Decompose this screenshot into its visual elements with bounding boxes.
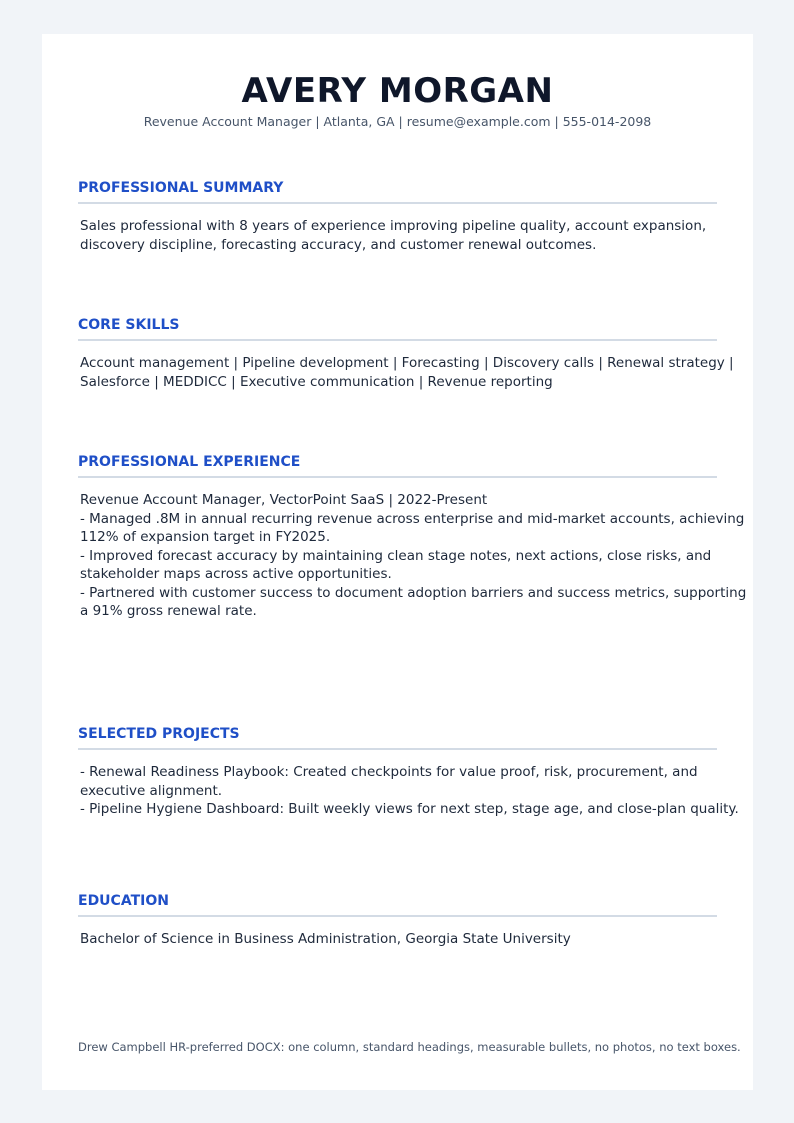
contact-line: Revenue Account Manager | Atlanta, GA | resume@example.com | 555-014-2098 xyxy=(143,114,652,129)
projects-text xyxy=(80,763,739,819)
experience-line: 112% of expansion target in FY2025. xyxy=(80,529,331,545)
skills-text xyxy=(80,354,734,391)
education-line: Bachelor of Science in Business Administration, Georgia State University xyxy=(80,931,571,947)
experience-text xyxy=(80,491,747,621)
education-text xyxy=(80,930,700,949)
skills-line: Salesforce | MEDDICC | Executive communication | Revenue reporting xyxy=(80,373,553,390)
education-heading: EDUCATION xyxy=(78,893,169,909)
projects-heading: SELECTED PROJECTS xyxy=(78,726,240,742)
skills-line: Account management | Pipeline development | Forecasting | Discovery calls | Renewal strategy | xyxy=(80,355,734,371)
footer-note: Drew Campbell HR-preferred DOCX: one column, standard headings, measurable bullets, no photos, no text boxes. xyxy=(78,1040,741,1054)
experience-line: stakeholder maps across active opportunities. xyxy=(80,566,392,582)
summary-divider xyxy=(78,202,717,204)
experience-line: - Partnered with customer success to document adoption barriers and success metrics, supporting xyxy=(80,584,747,601)
education-divider xyxy=(78,915,717,917)
experience-heading: PROFESSIONAL EXPERIENCE xyxy=(78,454,301,470)
projects-line: executive alignment. xyxy=(80,782,223,799)
candidate-name: AVERY MORGAN xyxy=(241,71,554,111)
resume-page xyxy=(42,34,753,1090)
projects-line: - Renewal Readiness Playbook: Created checkpoints for value proof, risk, procurement, and xyxy=(80,764,698,780)
skills-heading: CORE SKILLS xyxy=(78,317,180,333)
experience-divider xyxy=(78,476,717,478)
summary-line: Sales professional with 8 years of experience improving pipeline quality, account expansion, xyxy=(80,218,707,234)
projects-divider xyxy=(78,748,717,750)
summary-line: discovery discipline, forecasting accuracy, and customer renewal outcomes. xyxy=(80,236,597,253)
summary-text xyxy=(80,217,707,254)
experience-line: - Managed .8M in annual recurring revenue across enterprise and mid-market accounts, achieving xyxy=(80,510,745,527)
summary-heading: PROFESSIONAL SUMMARY xyxy=(78,180,284,196)
experience-line: - Improved forecast accuracy by maintaining clean stage notes, next actions, close risks, and xyxy=(80,547,712,564)
projects-line: - Pipeline Hygiene Dashboard: Built weekly views for next step, stage age, and close-plan quality. xyxy=(80,801,739,817)
experience-role: Revenue Account Manager, VectorPoint SaaS | 2022-Present xyxy=(80,492,488,508)
skills-divider xyxy=(78,339,717,341)
experience-line: a 91% gross renewal rate. xyxy=(80,603,257,619)
